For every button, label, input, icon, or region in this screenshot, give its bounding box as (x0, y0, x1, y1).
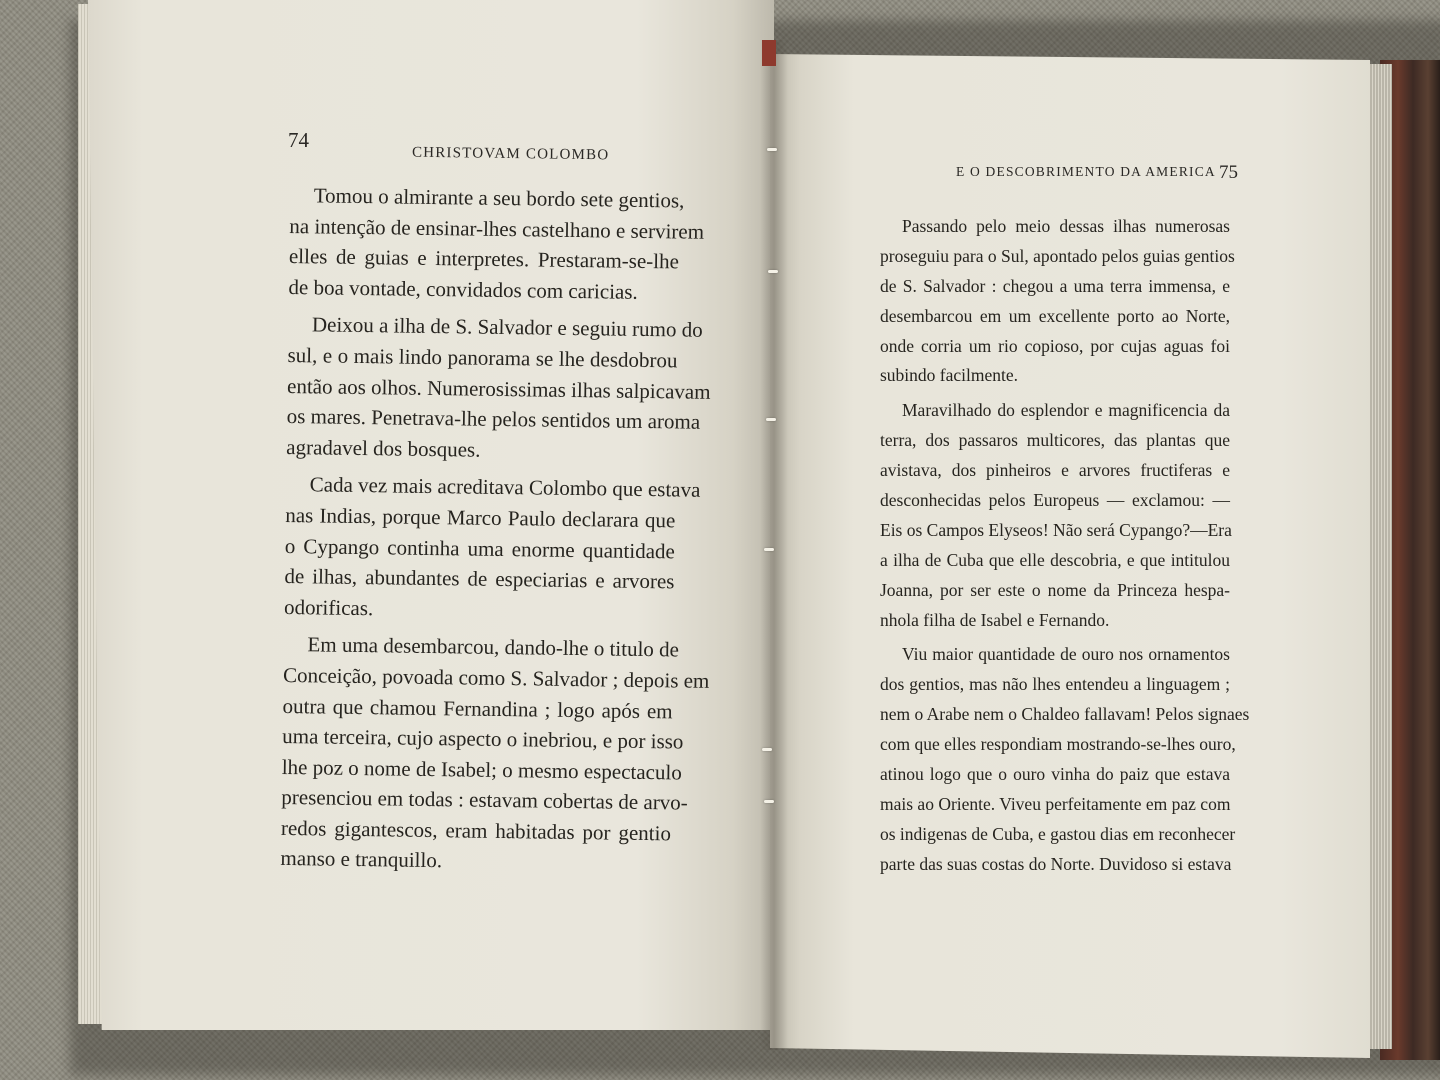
spine-headband (762, 40, 776, 66)
paragraph (283, 469, 701, 627)
paragraph (880, 396, 1230, 635)
text-line: outra que chamou Fernandina ; logo após em (282, 693, 673, 723)
text-line: Joanna, por ser este o nome da Princeza hespa- (880, 579, 1230, 600)
binding-stitch (768, 270, 778, 273)
text-line: mais ao Oriente. Viveu perfeitamente em paz com (880, 793, 1231, 814)
text-line: onde corria um rio copioso, por cujas aguas foi (880, 335, 1230, 356)
paragraph (288, 180, 705, 308)
text-line: dos gentios, mas não lhes entendeu a linguagem ; (880, 674, 1230, 695)
paragraph (286, 309, 711, 467)
text-line: o Cypango continha uma enorme quantidade (284, 533, 676, 563)
text-line: terra, dos passaros multicores, das plantas que (880, 430, 1230, 451)
binding-stitch (764, 800, 774, 803)
text-line: Em uma desembarcou, dando-lhe o titulo de (307, 632, 680, 662)
binding-stitch (764, 548, 774, 551)
binding-stitch (767, 148, 777, 151)
right-running-head: E O DESCOBRIMENTO DA AMERICA (956, 164, 1216, 179)
text-line: avistava, dos pinheiros e arvores fructiferas e (880, 460, 1230, 481)
text-line: proseguiu para o Sul, apontado pelos guias gentios (880, 245, 1235, 266)
paragraph (880, 212, 1235, 391)
text-line: Eis os Campos Elyseos! Não será Cypango?—Era (880, 519, 1232, 540)
book-gutter (760, 40, 788, 1050)
right-page-number: 75 (1219, 162, 1238, 183)
text-line: desconhecidas pelos Europeus — exclamou: — (880, 490, 1230, 511)
text-line: de ilhas, abundantes de especiarias e arvores (284, 564, 675, 594)
text-line: de boa vontade, convidados com caricias. (288, 274, 638, 304)
paragraph (280, 629, 710, 879)
text-line: sul, e o mais lindo panorama se lhe desdobrou (287, 342, 678, 373)
text-line: os indigenas de Cuba, e gastou dias em reconhecer (880, 823, 1236, 844)
text-line: Deixou a ilha de S. Salvador e seguiu rumo do (311, 312, 703, 343)
text-line: então aos olhos. Numerosissimas ilhas salpicavam (286, 373, 711, 404)
text-line: elles de guias e interpretes. Prestaram-se-lhe (288, 244, 680, 274)
right-body-text (880, 212, 1250, 880)
text-line: com que elles respondiam mostrando-se-lhes ouro, (880, 734, 1236, 755)
text-line: parte das suas costas do Norte. Duvidoso si estava (880, 853, 1232, 874)
text-line: nem o Arabe nem o Chaldeo fallavam! Pelos signaes (880, 704, 1250, 725)
left-body-text (280, 180, 711, 879)
text-line: agradavel dos bosques. (286, 434, 481, 462)
text-line: nas Indias, porque Marco Paulo declarara que (285, 502, 676, 533)
left-page-number: 74 (288, 128, 309, 152)
binding-stitch (762, 748, 772, 751)
text-line: Viu maior quantidade de ouro nos ornamentos (902, 644, 1230, 665)
binding-stitch (766, 418, 776, 421)
text-line: Cada vez mais acreditava Colombo que estava (309, 472, 701, 503)
text-line: subindo facilmente. (880, 365, 1019, 386)
text-line: de S. Salvador : chegou a uma terra immensa, e (880, 275, 1230, 296)
text-line: redos gigantescos, eram habitadas por gentio (280, 815, 672, 846)
text-line: lhe poz o nome de Isabel; o mesmo espectaculo (281, 754, 682, 785)
text-line: manso e tranquillo. (280, 846, 443, 873)
text-line: na intenção de ensinar-lhes castelhano e servirem (289, 213, 705, 244)
text-line: nhola filha de Isabel e Fernando. (880, 609, 1110, 630)
text-line: os mares. Penetrava-lhe pelos sentidos um aroma (286, 404, 701, 434)
text-line: odorificas. (283, 594, 374, 620)
text-line: Passando pelo meio dessas ilhas numerosas (902, 216, 1230, 236)
text-line: uma terceira, cujo aspecto o inebriou, e por isso (282, 724, 684, 754)
text-line: Maravilhado do esplendor e magnificencia da (902, 400, 1230, 421)
text-line: a ilha de Cuba que elle descobria, e que intitulou (880, 549, 1230, 570)
text-line: atinou logo que o ouro vinha do paiz que estava (880, 764, 1230, 785)
text-line: desembarcou em um excellente porto ao Norte, (880, 305, 1230, 326)
left-running-head: CHRISTOVAM COLOMBO (411, 144, 610, 164)
paragraph (880, 640, 1250, 879)
text-line: Conceição, povoada como S. Salvador ; depois em (282, 662, 710, 693)
text-line: presenciou em todas : estavam cobertas de arvo- (281, 785, 688, 815)
text-line: Tomou o almirante a seu bordo sete gentios, (313, 183, 685, 213)
